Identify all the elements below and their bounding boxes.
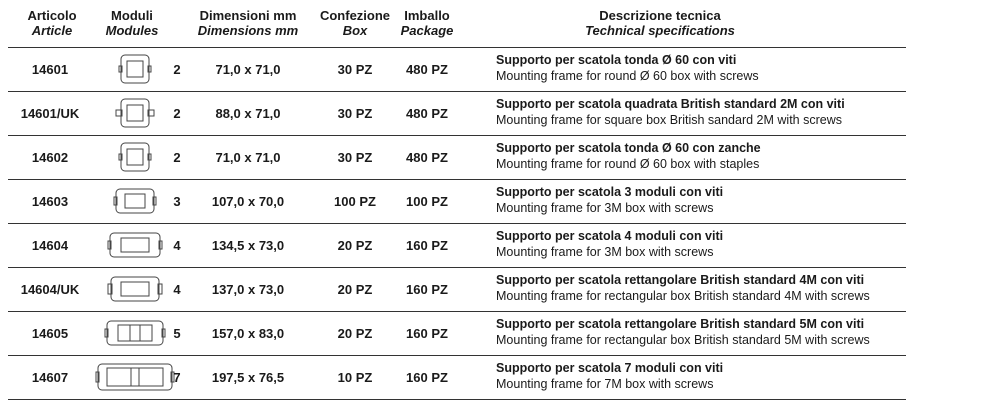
- header-technical-specifications: Descrizione tecnica Technical specifications: [585, 8, 735, 38]
- header-dimensions: Dimensioni mm Dimensions mm: [197, 8, 299, 38]
- description-english: Mounting frame for rectangular box British standard 5M with screws: [496, 333, 870, 347]
- article-code: 14601/UK: [20, 105, 80, 121]
- package-quantity: 480 PZ: [406, 61, 448, 77]
- description-english: Mounting frame for round Ø 60 box with staples: [496, 157, 760, 171]
- article-code: 14601: [31, 61, 69, 77]
- package-quantity: 480 PZ: [406, 149, 448, 165]
- article-code: 14605: [31, 325, 69, 341]
- description-english: Mounting frame for square box British sandard 2M with screws: [496, 113, 842, 127]
- dimensions-value: 71,0 x 71,0: [215, 149, 281, 165]
- table-header: [0, 0, 1000, 44]
- description-english: Mounting frame for 7M box with screws: [496, 377, 714, 391]
- technical-description: [496, 360, 723, 392]
- description-italian: Supporto per scatola tonda Ø 60 con viti: [496, 53, 737, 67]
- description-english: Mounting frame for rectangular box British standard 4M with screws: [496, 289, 870, 303]
- box-quantity: 30 PZ: [337, 149, 373, 165]
- package-quantity: 480 PZ: [406, 105, 448, 121]
- modules-count: 4: [173, 281, 181, 297]
- dimensions-value: 88,0 x 71,0: [215, 105, 281, 121]
- header-modules: Moduli Modules: [105, 8, 159, 38]
- modules-count: 5: [173, 325, 181, 341]
- modules-count: 3: [173, 193, 181, 209]
- table-row: [8, 180, 906, 222]
- header-box: Confezione Box: [319, 8, 391, 38]
- modules-count: 2: [173, 105, 181, 121]
- table-row: [8, 136, 906, 178]
- box-quantity: 20 PZ: [337, 325, 373, 341]
- box-quantity: 100 PZ: [334, 193, 376, 209]
- box-quantity: 30 PZ: [337, 61, 373, 77]
- description-italian: Supporto per scatola 3 moduli con viti: [496, 185, 724, 199]
- table-row: [8, 312, 906, 354]
- article-code: 14603: [31, 193, 69, 209]
- technical-description: [496, 52, 759, 84]
- description-italian: Supporto per scatola quadrata British standard 2M con viti: [496, 97, 845, 111]
- dimensions-value: 134,5 x 73,0: [211, 237, 285, 253]
- technical-description: [496, 184, 723, 216]
- description-english: Mounting frame for 3M box with screws: [496, 245, 714, 259]
- package-quantity: 160 PZ: [406, 237, 448, 253]
- package-quantity: 160 PZ: [406, 325, 448, 341]
- table-row: [8, 356, 906, 398]
- modules-count: 7: [173, 369, 181, 385]
- package-quantity: 160 PZ: [406, 281, 448, 297]
- modules-count: 2: [173, 61, 181, 77]
- header-package: Imballo Package: [400, 8, 454, 38]
- article-code: 14607: [31, 369, 69, 385]
- dimensions-value: 157,0 x 83,0: [211, 325, 285, 341]
- dimensions-value: 197,5 x 76,5: [211, 369, 285, 385]
- dimensions-value: 71,0 x 71,0: [215, 61, 281, 77]
- description-italian: Supporto per scatola tonda Ø 60 con zanche: [496, 141, 761, 155]
- package-quantity: 160 PZ: [406, 369, 448, 385]
- description-italian: Supporto per scatola 7 moduli con viti: [496, 361, 724, 375]
- article-code: 14602: [31, 149, 69, 165]
- box-quantity: 20 PZ: [337, 281, 373, 297]
- description-english: Mounting frame for 3M box with screws: [496, 201, 714, 215]
- modules-count: 4: [173, 237, 181, 253]
- table-row: [8, 224, 906, 266]
- box-quantity: 20 PZ: [337, 237, 373, 253]
- technical-description: [496, 272, 870, 304]
- technical-description: [496, 316, 870, 348]
- article-code: 14604/UK: [20, 281, 80, 297]
- header-article: Articolo Article: [27, 8, 77, 38]
- technical-description: [496, 96, 845, 128]
- modules-count: 2: [173, 149, 181, 165]
- description-english: Mounting frame for round Ø 60 box with screws: [496, 69, 759, 83]
- technical-description: [496, 140, 761, 172]
- box-quantity: 30 PZ: [337, 105, 373, 121]
- description-italian: Supporto per scatola rettangolare British standard 4M con viti: [496, 273, 865, 287]
- table-row: [8, 268, 906, 310]
- table-row: [8, 92, 906, 134]
- description-italian: Supporto per scatola rettangolare British standard 5M con viti: [496, 317, 865, 331]
- table-row: [8, 48, 906, 90]
- technical-description: [496, 228, 723, 260]
- package-quantity: 100 PZ: [406, 193, 448, 209]
- dimensions-value: 137,0 x 73,0: [211, 281, 285, 297]
- description-italian: Supporto per scatola 4 moduli con viti: [496, 229, 724, 243]
- article-code: 14604: [31, 237, 69, 253]
- box-quantity: 10 PZ: [337, 369, 373, 385]
- dimensions-value: 107,0 x 70,0: [211, 193, 285, 209]
